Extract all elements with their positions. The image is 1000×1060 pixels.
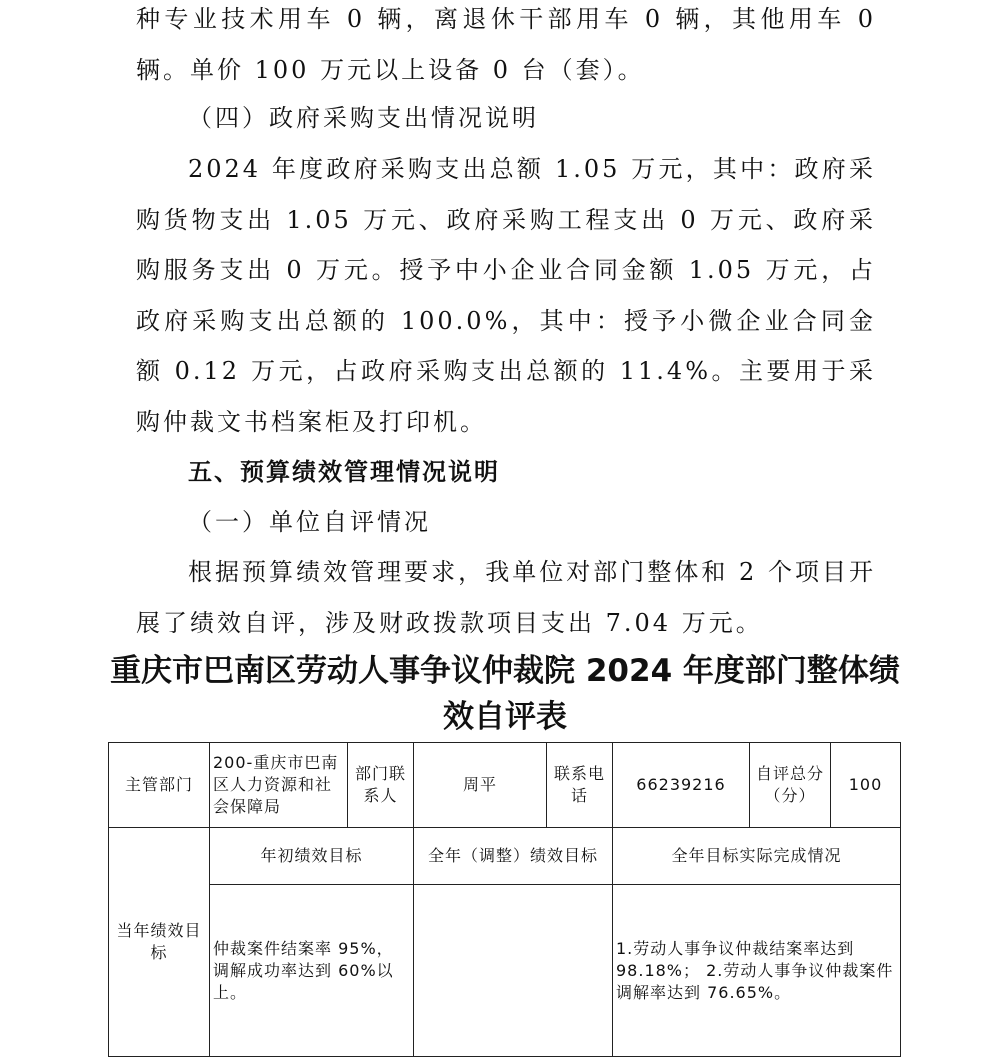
- cell-dept-value: 200-重庆市巴南区人力资源和社会保障局: [210, 743, 348, 828]
- cell-header-initial: 年初绩效目标: [210, 828, 414, 885]
- table-row: [109, 743, 901, 828]
- cell-score-value: 100: [831, 743, 901, 828]
- cell-contact-value: 周平: [414, 743, 547, 828]
- cell-contact-label: 部门联系人: [348, 743, 414, 828]
- paragraph-vehicles: 种专业技术用车 0 辆，离退休干部用车 0 辆，其他用车 0 辆。单价 100 万元以上设备 0 台（套）。: [136, 5, 876, 84]
- performance-table: [108, 742, 901, 1057]
- table-title: 重庆市巴南区劳动人事争议仲裁院 2024 年度部门整体绩效自评表: [110, 653, 900, 735]
- table-row: [109, 885, 901, 1057]
- cell-initial-goal: 仲裁案件结案率 95%，调解成功率达到 60%以上。: [210, 885, 414, 1057]
- cell-score-label: 自评总分（分）: [750, 743, 831, 828]
- cell-header-actual: 全年目标实际完成情况: [613, 828, 901, 885]
- section-heading-self-evaluation: （一）单位自评情况: [188, 508, 431, 536]
- section-heading-performance: 五、预算绩效管理情况说明: [188, 458, 500, 486]
- cell-phone-label: 联系电话: [547, 743, 613, 828]
- section-heading-procurement: （四）政府采购支出情况说明: [188, 104, 539, 132]
- cell-phone-value: 66239216: [613, 743, 750, 828]
- cell-header-adjusted: 全年（调整）绩效目标: [414, 828, 613, 885]
- cell-actual-result: 1.劳动人事争议仲裁结案率达到 98.18%； 2.劳动人事争议仲裁案件调解率达到 76.65%。: [613, 885, 901, 1057]
- table-row: [109, 828, 901, 885]
- cell-adjusted-goal: [414, 885, 613, 1057]
- cell-dept-label: 主管部门: [109, 743, 210, 828]
- cell-goal-label: 当年绩效目标: [109, 828, 210, 1057]
- paragraph-self-evaluation: 根据预算绩效管理要求，我单位对部门整体和 2 个项目开展了绩效自评，涉及财政拨款项目支出 7.04 万元。: [136, 558, 876, 637]
- paragraph-procurement: 2024 年度政府采购支出总额 1.05 万元，其中：政府采购货物支出 1.05 万元、政府采购工程支出 0 万元、政府采购服务支出 0 万元。授予中小企业合同金额 1.05 万元，占政府采购支出总额的 100.0%，其中：授予小微企业合同金额 0.12 万元，占政府采购支出总额的 11.4%。主要用于采购仲裁文书档案柜及打印机。: [136, 155, 876, 436]
